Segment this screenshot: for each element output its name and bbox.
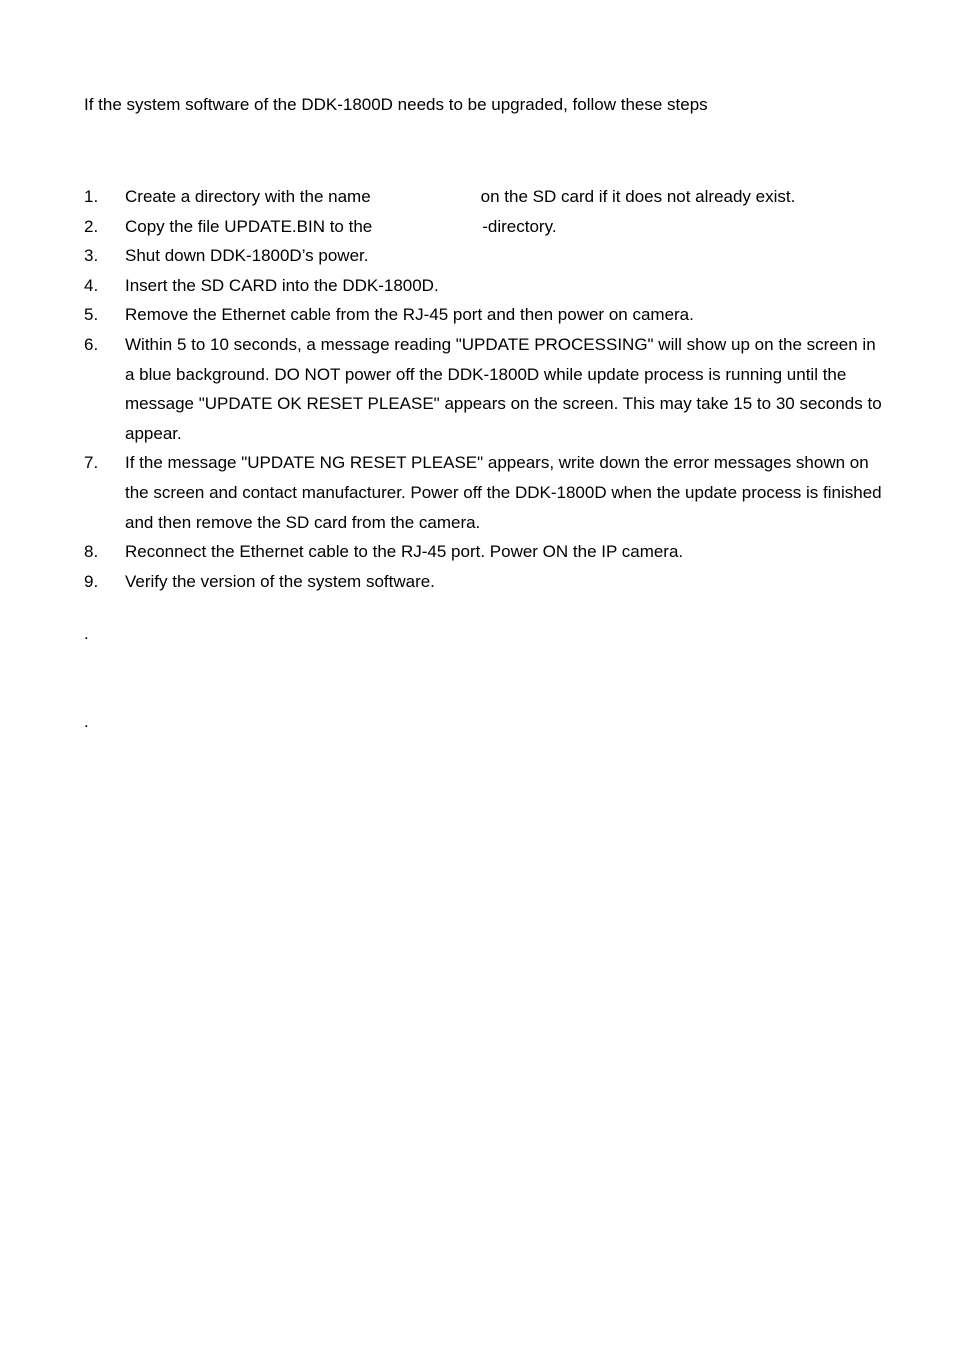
list-item <box>84 271 884 301</box>
update-steps-list <box>84 182 884 596</box>
step-text: Reconnect the Ethernet cable to the RJ-45 port. Power ON the IP camera. <box>125 542 684 562</box>
step-number: 7. <box>84 453 99 473</box>
step-number: 6. <box>84 334 99 354</box>
bullet-dot: . <box>84 624 89 643</box>
step-text: Within 5 to 10 seconds, a message reading "UPDATE PROCESSING" will show up on the screen in a blue background. DO NOT power off the DDK-1800D while update process is running until the message "UPDATE OK RESET PLEASE" appears on the screen. This may take 15 to 30 seconds to appear. <box>125 334 882 443</box>
list-item <box>84 241 884 271</box>
step-text: If the message "UPDATE NG RESET PLEASE" appears, write down the error messages shown on the screen and contact manufacturer. Power off the DDK-1800D when the update process is finished and then remove the SD card from the camera. <box>125 453 882 532</box>
step-number: 8. <box>84 542 99 562</box>
step-text: Shut down DDK-1800D’s power. <box>125 246 369 266</box>
bullet-dot: . <box>84 712 89 731</box>
step-text: Create a directory with the name on the SD card if it does not already exist. <box>125 187 796 206</box>
step-text: Remove the Ethernet cable from the RJ-45 port and then power on camera. <box>125 305 694 325</box>
step-number: 1. <box>84 187 99 206</box>
step-text: Insert the SD CARD into the DDK-1800D. <box>125 275 439 295</box>
list-item <box>84 537 884 567</box>
step-number: 3. <box>84 246 99 266</box>
intro-text: If the system software of the DDK-1800D needs to be upgraded, follow these steps <box>84 95 708 114</box>
step-number: 4. <box>84 275 99 295</box>
step-text: Copy the file UPDATE.BIN to the -directory. <box>125 216 557 236</box>
step-number: 5. <box>84 305 99 325</box>
list-item <box>84 212 884 242</box>
list-item <box>84 330 884 448</box>
list-item <box>84 300 884 330</box>
list-item <box>84 448 884 537</box>
list-item <box>84 567 884 597</box>
list-item <box>84 182 884 212</box>
step-text: Verify the version of the system software. <box>125 571 435 591</box>
step-number: 2. <box>84 216 99 236</box>
step-number: 9. <box>84 571 99 591</box>
